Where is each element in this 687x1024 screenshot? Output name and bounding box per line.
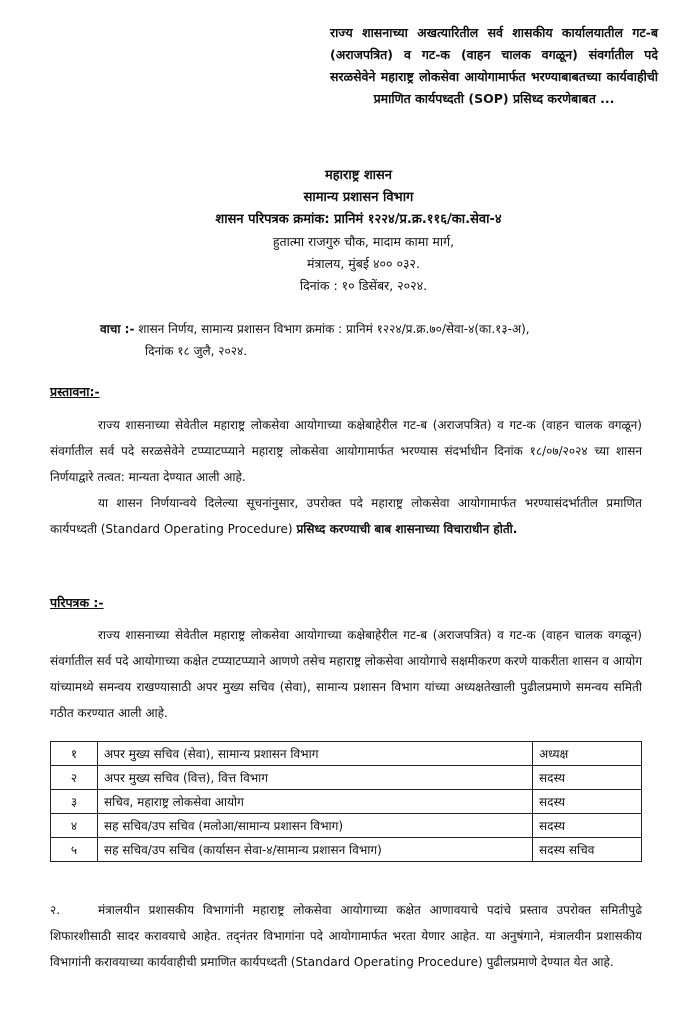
member-role: सदस्य [533, 790, 642, 814]
government-name: महाराष्ट्र शासन [324, 168, 393, 183]
committee-table [50, 741, 642, 862]
section-2-number: २. [50, 903, 61, 917]
address-line-1: हुतात्मा राजगुरु चौक, मादाम कामा मार्ग, [272, 234, 455, 249]
member-number: १ [51, 742, 98, 766]
member-name: सचिव, महाराष्ट्र लोकसेवा आयोग [98, 790, 533, 814]
member-number: २ [51, 766, 98, 790]
preamble-text-1: राज्य शासनाच्या सेवेतील महाराष्ट्र लोकसेवा आयोगाच्या कक्षेबाहेरील गट-ब (अराजपत्रित) व गट-क (वाहन चालक वगळून) संवर्गातील सर्व पदे सरळसेवेने टप्प्याटप्प्याने महाराष्ट्र लोकसेवा आयोगामार्फत भरण्यास संदर्भाधीन दिनांक १८/०७/२०२४ च्या शासन निर्णयाद्वारे तत्वत: मान्यता देण्यात आली आहे. [50, 418, 642, 484]
preamble-paragraph-2 [50, 490, 642, 542]
reference-line-1: शासन निर्णय, सामान्य प्रशासन विभाग क्रमांक : प्रानिमं १२२४/प्र.क्र.७०/सेवा-४(का.१३-अ), [138, 322, 530, 336]
circular-number: शासन परिपत्रक क्रमांक: प्रानिमं १२२४/प्र.क्र.११६/का.सेवा-४ [215, 212, 502, 227]
member-role: सदस्य [533, 814, 642, 838]
reference-label: वाचा :- [100, 322, 135, 336]
section-2-paragraph [50, 897, 642, 975]
document-date: दिनांक : १० डिसेंबर, २०२४. [299, 278, 428, 293]
table-row [51, 814, 642, 838]
member-name: अपर मुख्य सचिव (वित्त), वित्त विभाग [98, 766, 533, 790]
table-row [51, 838, 642, 862]
circular-text: राज्य शासनाच्या सेवेतील महाराष्ट्र लोकसेवा आयोगाच्या कक्षेबाहेरील गट-ब (अराजपत्रित) व गट-क (वाहन चालक वगळून) संवर्गातील सर्व पदे आयोगाच्या कक्षेत टप्प्याटप्प्याने आणणे तसेच महाराष्ट्र लोकसेवा आयोगाचे सक्षमीकरण करणे याकरीता शासन व आयोग यांच्यामध्ये समन्वय राखण्यासाठी अपर मुख्य सचिव (सेवा), सामान्य प्रशासन विभाग यांच्या अध्यक्षतेखाली पुढीलप्रमाणे समन्वय समिती गठीत करण्यात आली आहे. [50, 628, 642, 720]
preamble-paragraph-1 [50, 412, 642, 490]
member-number: ४ [51, 814, 98, 838]
member-role: अध्यक्ष [533, 742, 642, 766]
member-name: अपर मुख्य सचिव (सेवा), सामान्य प्रशासन विभाग [98, 742, 533, 766]
section-2-text: मंत्रालयीन प्रशासकीय विभागांनी महाराष्ट्र लोकसेवा आयोगाच्या कक्षेत आणावयाचे पदांचे प्रस्ताव उपरोक्त समितीपुढे शिफारशीसाठी सादर करावयाचे आहेत. तद्नंतर विभागांना पदे आयोगामार्फत भरता येणार आहेत. या अनुषंगाने, मंत्रालयीन प्रशासकीय विभागांनी करावयाच्या कार्यवाहीची प्रमाणित कार्यपध्दती (Standard Operating Procedure) पुढीलप्रमाणे देण्यात येत आहे. [50, 903, 642, 969]
address-line-2: मंत्रालय, मुंबई ४०० ०३२. [307, 256, 420, 271]
department-name: सामान्य प्रशासन विभाग [303, 190, 414, 205]
preamble-text-2-bold: प्रसिध्द करण्याची बाब शासनाच्या विचाराधीन होती. [296, 522, 518, 536]
circular-paragraph [50, 622, 642, 726]
member-name: सह सचिव/उप सचिव (मलोआ/सामान्य प्रशासन विभाग) [98, 814, 533, 838]
member-name: सह सचिव/उप सचिव (कार्यासन सेवा-४/सामान्य प्रशासन विभाग) [98, 838, 533, 862]
reference-block [100, 318, 660, 362]
table-row [51, 790, 642, 814]
circular-heading: परिपत्रक :- [50, 595, 104, 610]
member-role: सदस्य [533, 766, 642, 790]
reference-line-2: दिनांक १८ जुलै, २०२४. [145, 344, 248, 358]
table-row [51, 766, 642, 790]
member-number: ३ [51, 790, 98, 814]
member-role: सदस्य सचिव [533, 838, 642, 862]
member-number: ५ [51, 838, 98, 862]
preamble-text-2: या शासन निर्णयान्वये दिलेल्या सूचनांनुसार, उपरोक्त पदे महाराष्ट्र लोकसेवा आयोगामार्फत भरण्यासंदर्भातील प्रमाणित कार्यपध्दती (Standard Operating Procedure) [50, 496, 642, 536]
document-header [0, 165, 687, 297]
subject-block: राज्य शासनाच्या अखत्यारितील सर्व शासकीय कार्यालयातील गट-ब (अराजपत्रित) व गट-क (वाहन चालक वगळून) संवर्गातील पदे सरळसेवेने महाराष्ट्र लोकसेवा आयोगामार्फत भरण्याबाबतच्या कार्यवाहीची प्रमाणित कार्यपध्दती (SOP) प्रसिध्द करणेबाबत ... [330, 25, 658, 106]
preamble-heading: प्रस्तावना:- [50, 384, 100, 399]
table-row [51, 742, 642, 766]
